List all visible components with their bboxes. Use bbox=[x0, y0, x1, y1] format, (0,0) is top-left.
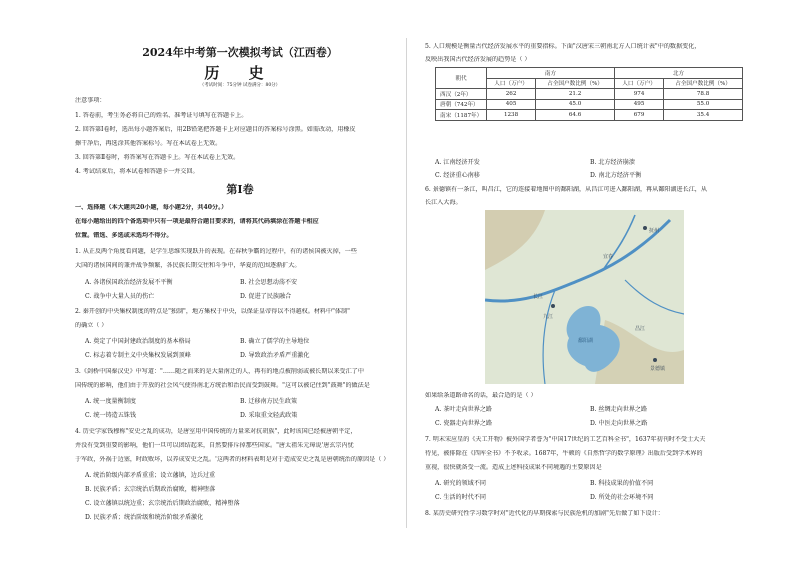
table-cell: 唐朝（742年） bbox=[436, 99, 487, 110]
q6-stem: 6. 景德镇有一条江，叫昌江，它的连接着地图中的鄱阳湖，从昌江可进入鄱阳湖，再从鄱阳湖进长江，从 bbox=[425, 186, 707, 193]
q7-stem: 7. 明末宋应星的《天工开物》被外国学者誉为"中国17世纪的工艺百科全书"，1637年初刊时不受士大夫 bbox=[425, 436, 706, 443]
q2-option-a[interactable]: A. 奠定了中国封建政治制度的基本格局 bbox=[85, 338, 191, 345]
table-cell: 405 bbox=[487, 99, 536, 110]
note-item: 2. 回答第Ⅰ卷时，选出每小题答案后，用2B铅笔把答题卡上对应题目的答案标号涂黑。如需改动，用橡皮 bbox=[75, 126, 356, 133]
q3-option-c[interactable]: C. 统一铸造五铢钱 bbox=[85, 412, 136, 419]
table-cell: 35.4 bbox=[664, 110, 743, 121]
note-item: 4. 考试结束后，将本试卷和答题卡一并交回。 bbox=[75, 168, 199, 175]
table-header-cell: 南方 bbox=[487, 68, 615, 79]
q5-option-b[interactable]: B. 北方经济崩溃 bbox=[590, 159, 635, 166]
part1-heading: 一、选择题（本大题共20小题，每小题2分，共40分。） bbox=[75, 204, 228, 211]
map-city-fuzhou bbox=[643, 226, 647, 230]
q2-option-b[interactable]: B. 确立了儒学的主导地位 bbox=[240, 338, 310, 345]
table-cell: 西汉（2年） bbox=[436, 89, 487, 100]
q5-option-a[interactable]: A. 江南经济开发 bbox=[435, 159, 480, 166]
table-header-cell: 人口（万户） bbox=[614, 78, 663, 89]
q1-option-c[interactable]: C. 战争中大量人员的伤亡 bbox=[85, 293, 155, 300]
table-header-cell: 朝代 bbox=[436, 68, 487, 89]
q1-stem: 大国的诸侯国间的兼并战争频繁，各民族长期交往和斗争中，华夏的范围逐渐扩大。 bbox=[75, 262, 301, 269]
q3-option-d[interactable]: D. 采取重文轻武政策 bbox=[240, 412, 298, 419]
map-label: 昌江 bbox=[635, 326, 646, 332]
table-header-cell: 北方 bbox=[614, 68, 742, 79]
q5-option-d[interactable]: D. 南北方经济平衡 bbox=[590, 172, 642, 179]
q4-stem: 于军政，外祸于边塞，时政败坏，以养成安史之乱。'这两者的材料表明是对于造成安史之乱是唐朝统治的原因是（ ） bbox=[75, 456, 390, 463]
q7-option-b[interactable]: B. 科技成果的价值不同 bbox=[590, 480, 654, 487]
note-item: 1. 答卷前，考生务必将自己的姓名、准考证号填写在答题卡上。 bbox=[75, 112, 248, 119]
table-cell: 495 bbox=[614, 99, 663, 110]
q5-stem: 5. 人口规模是衡量古代经济发展水平的重要指标。下面"汉唐宋三朝南北方人口统计表"中的数据变化， bbox=[425, 43, 701, 50]
q6-question: 如果给条道路命名的话，最合适的是（ ） bbox=[425, 392, 537, 399]
q4-stem: 4. 历史学家钱穆称"安史之乱的成功，是唐室用中国传统的力量来对抗胡族"，此时该国已经被唐朝平定， bbox=[75, 428, 357, 435]
q6-option-c[interactable]: C. 瓷器走向世界之路 bbox=[435, 420, 493, 427]
q7-stem: 重视，很快就备受一流。造成上述科技成果不同境遇的主要原因是 bbox=[425, 464, 602, 471]
q4-option-b[interactable]: B. 民族矛盾；玄宗统治后期政治腐败，精神堕落 bbox=[85, 486, 216, 493]
table-cell: 1238 bbox=[487, 110, 536, 121]
q5-option-c[interactable]: C. 经济重心南移 bbox=[435, 172, 480, 179]
section-title: 第Ⅰ卷 bbox=[226, 183, 254, 196]
q6-option-b[interactable]: B. 丝绸走向世界之路 bbox=[590, 406, 648, 413]
note-item: 擦干净后，再选涂其他答案标号。写在本试卷上无效。 bbox=[75, 140, 222, 147]
table-header-cell: 人口（万户） bbox=[487, 78, 536, 89]
q7-stem: 待见，被排除在《四库全书》不予收录。1687年，牛顿的《自然哲学的数学原理》出版后受到学术界的 bbox=[425, 450, 703, 457]
q2-option-c[interactable]: C. 标志着专制主义中央集权发展到顶峰 bbox=[85, 352, 191, 359]
table-header-cell: 占全国户数比例（%） bbox=[536, 78, 615, 89]
map-label: 宜春 bbox=[603, 254, 614, 260]
q3-stem: 3.《剑桥中国秦汉史》中写道："……随之而来的是大量南迁的人，再有的地点被削弱或被长期以来受汇了中 bbox=[75, 368, 364, 375]
q2-stem: 2. 秦开创的中央集权制度的特点是"独制"，地方集权于中央，以保证皇帝得以不得越权。材料中"体制" bbox=[75, 308, 350, 315]
q4-option-c[interactable]: C. 设立藩镇以统边重；玄宗统治后期政治腐败，精神堕落 bbox=[85, 500, 240, 507]
map-label: 长江 bbox=[533, 294, 544, 300]
q6-option-a[interactable]: A. 茶叶走向世界之路 bbox=[435, 406, 493, 413]
q7-option-d[interactable]: D. 所处的社会环境不同 bbox=[590, 494, 654, 501]
q6-option-d[interactable]: D. 中医走向世界之路 bbox=[590, 420, 648, 427]
map-city-jiujiang bbox=[551, 304, 555, 308]
table-cell: 974 bbox=[614, 89, 663, 100]
q3-stem: 国传统的影响，他们由于开放的社会风气使得南北方统治和治民而受到鼓舞。"这可以被记住到"鼓舞"的做法是 bbox=[75, 382, 370, 389]
table-cell: 679 bbox=[614, 110, 663, 121]
jiangxi-map bbox=[485, 210, 684, 384]
q1-option-b[interactable]: B. 社会思想动荡不安 bbox=[240, 279, 298, 286]
q1-option-d[interactable]: D. 促进了民族融合 bbox=[240, 293, 292, 300]
table-cell: 78.8 bbox=[664, 89, 743, 100]
subject-title: 历 史 bbox=[204, 64, 276, 82]
map-label: 九江 bbox=[543, 314, 554, 320]
q2-option-d[interactable]: D. 导致政治矛盾严重激化 bbox=[240, 352, 310, 359]
q1-stem: 1. 从正反两个角度看问题，是学生思维实现跃升的表现。在春秋争霸的过程中，有的诸侯国被灭掉，一些 bbox=[75, 248, 357, 255]
q4-stem: 并没有受到重要的影响，他们一旦可以团结起来，自然要排斥掉那些国家。"唐太祖朱元璋说'唐玄宗内忧 bbox=[75, 442, 354, 449]
q4-option-d[interactable]: D. 民族矛盾；统治阶级和统治阶级矛盾激化 bbox=[85, 514, 204, 521]
map-label: 景德镇 bbox=[650, 366, 666, 372]
table-row bbox=[436, 99, 743, 110]
table-cell: 55.0 bbox=[664, 99, 743, 110]
map-city-jingdezhen bbox=[653, 358, 657, 362]
table-cell: 262 bbox=[487, 89, 536, 100]
q8-stem: 8. 某历史研究性学习数学时对"近代化的早期探索与民族危机的加剧"先后做了如下设计： bbox=[425, 510, 664, 517]
table-cell: 64.6 bbox=[536, 110, 615, 121]
table-cell: 21.2 bbox=[536, 89, 615, 100]
q2-stem: 的确立（ ） bbox=[75, 322, 108, 329]
q3-option-a[interactable]: A. 统一度量衡制度 bbox=[85, 398, 136, 405]
table-header-row bbox=[436, 68, 743, 79]
q7-option-c[interactable]: C. 生活的时代不同 bbox=[435, 494, 486, 501]
q4-option-a[interactable]: A. 统治阶级内部矛盾重重；设立藩镇，边兵过重 bbox=[85, 472, 216, 479]
table-header-cell: 占全国户数比例（%） bbox=[664, 78, 743, 89]
map-label: 鄱阳湖 bbox=[578, 338, 594, 344]
q7-option-a[interactable]: A. 研究的领域不同 bbox=[435, 480, 486, 487]
table-row bbox=[436, 89, 743, 100]
map-label: 抚州 bbox=[649, 228, 660, 234]
part1-instruction: 在每小题给出的四个备选项中只有一项是最符合题目要求的，请将其代码填涂在答题卡相应 bbox=[75, 218, 319, 225]
notes-heading: 注意事项： bbox=[75, 97, 106, 104]
exam-meta: （考试时间：75分钟 试卷满分：80分） bbox=[199, 83, 281, 88]
part1-instruction: 位置。错选、多选或未选均不得分。 bbox=[75, 232, 173, 239]
table-cell: 南宋（1187年） bbox=[436, 110, 487, 121]
exam-title: 2024年中考第一次模拟考试（江西卷） bbox=[142, 46, 338, 59]
q1-option-a[interactable]: A. 各诸侯国政治经济发展不平衡 bbox=[85, 279, 173, 286]
q5-stem: 反映出我国古代经济发展的趋势是（ ） bbox=[425, 56, 531, 63]
q3-option-b[interactable]: B. 迁移南方民生政策 bbox=[240, 398, 298, 405]
population-table bbox=[435, 67, 743, 121]
table-cell: 45.0 bbox=[536, 99, 615, 110]
table-row bbox=[436, 110, 743, 121]
column-divider bbox=[406, 38, 407, 528]
q6-stem: 长江入大海。 bbox=[425, 199, 462, 206]
note-item: 3. 回答第Ⅱ卷时，将答案写在答题卡上。写在本试卷上无效。 bbox=[75, 154, 240, 161]
